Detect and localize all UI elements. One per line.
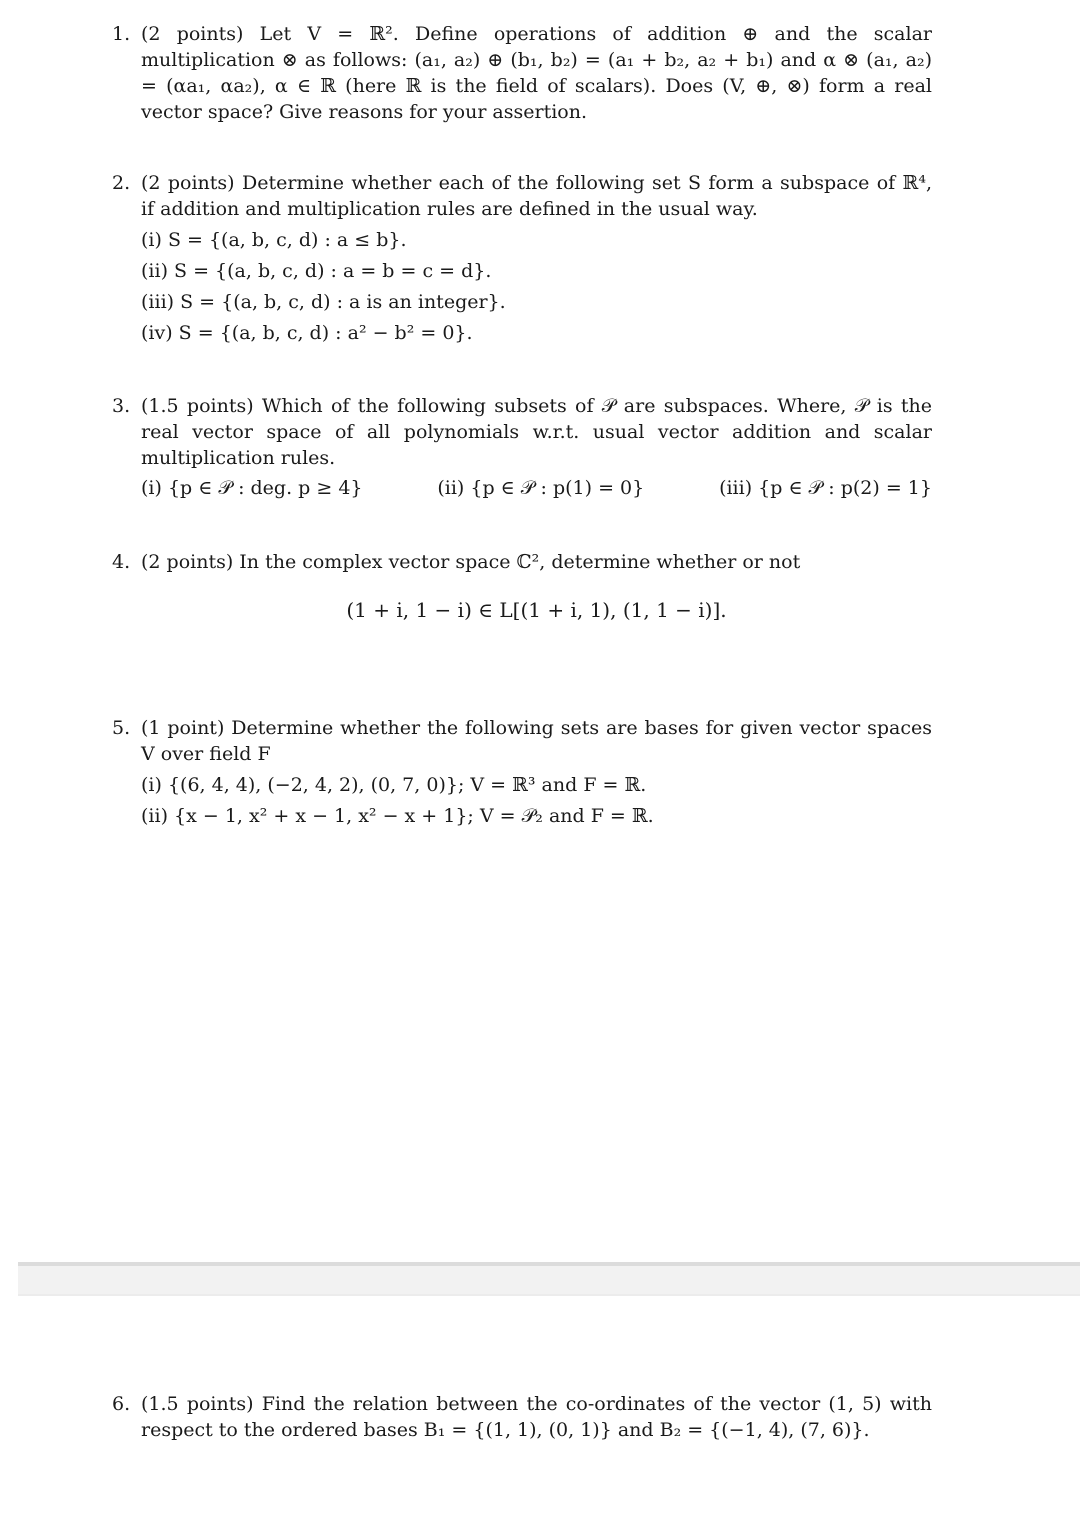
page-separator	[18, 1262, 1080, 1296]
problem-text: (2 points) In the complex vector space ℂ², determine whether or not	[141, 551, 801, 573]
problem-number: 6.	[112, 1393, 131, 1415]
problem-5	[112, 715, 932, 832]
problem-4	[112, 549, 932, 623]
list-item: (ii) S = {(a, b, c, d) : a = b = c = d}.	[141, 260, 492, 282]
problem-text: (2 points) Let V = ℝ². Define operations of addition ⊕ and the scalar multiplication ⊗ as follows: (a₁, a₂) ⊕ (b₁, b₂) = (a₁ + b₂, a₂ + b₁) and α ⊗ (a₁, a₂) = (αa₁, αa₂), α ∈ ℝ (here ℝ is the field of scalars). Does (V, ⊕, ⊗) form a real vector space? Give reasons for your assertion.	[141, 23, 932, 123]
problem-number: 1.	[112, 23, 131, 45]
problem-1	[112, 21, 932, 125]
list-item: (i) S = {(a, b, c, d) : a ≤ b}.	[141, 229, 407, 251]
problem-number: 4.	[112, 551, 131, 573]
problem-number: 2.	[112, 172, 131, 194]
display-equation: (1 + i, 1 − i) ∈ L[(1 + i, 1), (1, 1 − i)].	[346, 598, 727, 622]
problem-3	[112, 393, 932, 501]
list-item: (i) {(6, 4, 4), (−2, 4, 2), (0, 7, 0)}; V = ℝ³ and F = ℝ.	[141, 774, 647, 796]
list-item: (iv) S = {(a, b, c, d) : a² − b² = 0}.	[141, 322, 473, 344]
options-row	[141, 475, 932, 501]
option-item: (iii) {p ∈ 𝒫 : p(2) = 1}	[719, 477, 932, 499]
list-item: (ii) {x − 1, x² + x − 1, x² − x + 1}; V = 𝒫₂ and F = ℝ.	[141, 805, 654, 827]
problem-text: (1 point) Determine whether the following sets are bases for given vector spaces V over field F	[141, 717, 932, 765]
option-item: (ii) {p ∈ 𝒫 : p(1) = 0}	[437, 477, 645, 499]
list-item: (iii) S = {(a, b, c, d) : a is an integer}.	[141, 291, 506, 313]
problem-number: 5.	[112, 717, 131, 739]
problem-text: (1.5 points) Which of the following subsets of 𝒫 are subspaces. Where, 𝒫 is the real vector space of all polynomials w.r.t. usual vector addition and scalar multiplication rules.	[141, 395, 932, 469]
problem-text: (1.5 points) Find the relation between the co-ordinates of the vector (1, 5) with respect to the ordered bases B₁ = {(1, 1), (0, 1)} and B₂ = {(−1, 4), (7, 6)}.	[141, 1393, 932, 1441]
problem-2	[112, 170, 932, 349]
problem-6	[112, 1391, 932, 1443]
problem-number: 3.	[112, 395, 131, 417]
problem-text: (2 points) Determine whether each of the following set S form a subspace of ℝ⁴, if addition and multiplication rules are defined in the usual way.	[141, 172, 932, 220]
option-item: (i) {p ∈ 𝒫 : deg. p ≥ 4}	[141, 477, 363, 499]
